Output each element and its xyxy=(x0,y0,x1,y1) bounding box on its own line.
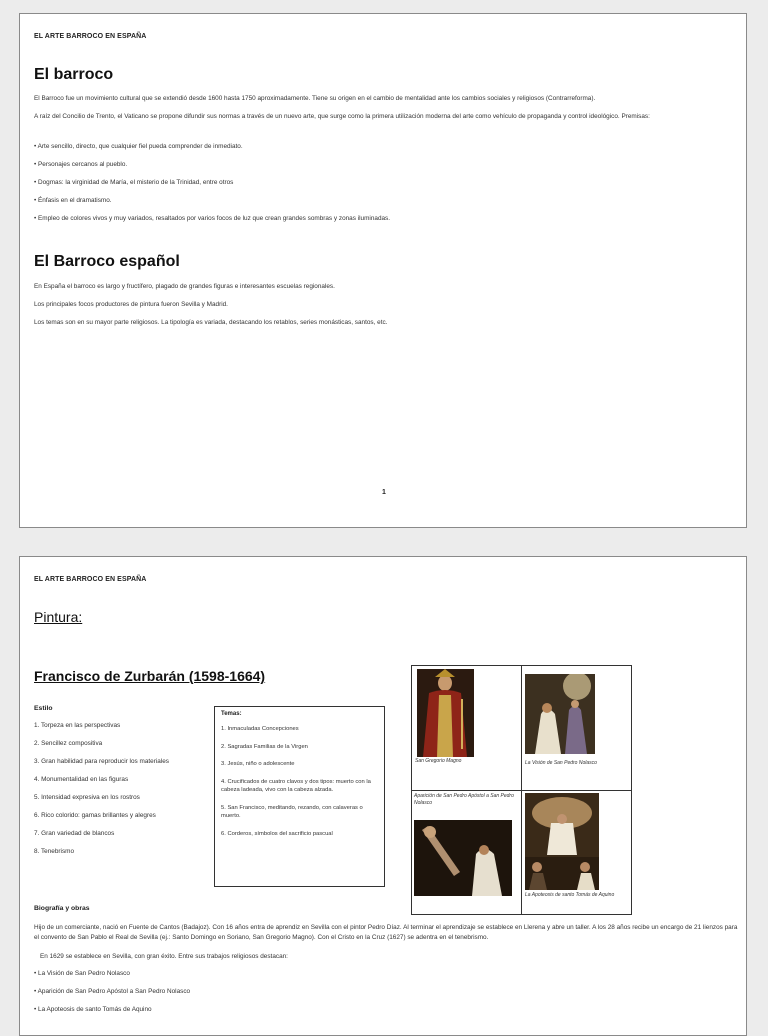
gallery-cell xyxy=(521,665,632,791)
gallery-cell xyxy=(411,665,522,791)
biografia-heading: Biografía y obras xyxy=(34,905,90,912)
list-item: 4. Crucificados de cuatro clavos y dos tipos: muerto con la cabeza ladeada, vivo con la cabeza alzada. xyxy=(221,778,371,793)
intro-paragraph: El Barroco fue un movimiento cultural que se extendió desde 1600 hasta 1750 aproximadamente. Tiene su origen en el cambio de mentalidad ante los cambios sociales y religiosos (Contrarreforma). xyxy=(34,95,596,102)
list-item: 7. Gran variedad de blancos xyxy=(34,830,115,837)
list-item: 5. San Francisco, meditando, rezando, con calaveras o muerto. xyxy=(221,804,363,819)
list-item: • La Visión de San Pedro Nolasco xyxy=(34,970,130,977)
painting-san-gregorio xyxy=(417,669,474,757)
caption: La Visión de San Pedro Nolasco xyxy=(525,760,597,766)
premisa-item: • Personajes cercanos al pueblo. xyxy=(34,161,128,168)
list-item: 3. Jesús, niño o adolescente xyxy=(221,761,295,767)
premisa-item: • Arte sencillo, directo, que cualquier fiel pueda comprender de inmediato. xyxy=(34,143,243,150)
page-1 xyxy=(19,13,747,528)
list-item: • La Apoteosis de santo Tomás de Aquino xyxy=(34,1006,152,1013)
caption: Aparición de San Pedro Apóstol a San Pedro Nolasco xyxy=(414,793,514,806)
list-item: 6. Rico colorido: gamas brillantes y alegres xyxy=(34,812,156,819)
list-item: • Aparición de San Pedro Apóstol a San Pedro Nolasco xyxy=(34,988,191,995)
espana-paragraph: Los principales focos productores de pintura fueron Sevilla y Madrid. xyxy=(34,301,228,308)
painting-gallery xyxy=(411,665,632,915)
page-2 xyxy=(19,556,747,1036)
temas-heading: Temas: xyxy=(221,711,242,717)
list-item: 3. Gran habilidad para reproducir los materiales xyxy=(34,758,169,765)
painting-apoteosis-santo-tomas xyxy=(525,793,599,890)
espana-paragraph: Los temas son en su mayor parte religiosos. La tipología es variada, destacando los retablos, series monásticas, santos, etc. xyxy=(34,319,388,326)
works-list xyxy=(34,970,190,1024)
section-title-pintura: Pintura: xyxy=(34,609,83,625)
list-item: 1. Inmaculadas Concepciones xyxy=(221,726,299,732)
list-item: 6. Corderos, símbolos del sacrificio pascual xyxy=(221,830,333,837)
list-item: 2. Sencillez compositiva xyxy=(34,740,103,747)
artist-title: Francisco de Zurbarán (1598-1664) xyxy=(34,668,266,684)
painting-aparicion-san-pedro xyxy=(414,820,512,896)
temas-list xyxy=(221,725,378,838)
section-title-barroco: El barroco xyxy=(34,66,114,83)
temas-box xyxy=(214,706,385,887)
espana-paragraph: En España el barroco es largo y fructífero, plagado de grandes figuras e interesantes escuelas regionales. xyxy=(34,283,335,290)
list-item: 8. Tenebrismo xyxy=(34,848,75,855)
painting-vision-nolasco xyxy=(525,674,595,754)
biografia-paragraph-2: En 1629 se establece en Sevilla, con gran éxito. Entre sus trabajos religiosos destacan: xyxy=(40,953,288,960)
section-title-barroco-espanol: El Barroco español xyxy=(34,253,180,270)
estilo-list xyxy=(34,721,169,865)
list-item: 5. Intensidad expresiva en los rostros xyxy=(34,794,140,801)
caption: San Gregorio Magno xyxy=(415,758,462,764)
biografia-paragraph: Hijo de un comerciante, nació en Fuente de Cantos (Badajoz). Con 16 años entra de aprendiz en Sevilla con el pintor Pedro Díaz. Al terminar el aprendizaje se establece en Llerena y abre un taller. A los 28 años recibe un encargo de 21 lienzos para el convento de San Pablo el Real de Sevilla (ej.: Santo Domingo en Soriano, San Gregorio Magno). Con el Cristo en la Cruz (1627) se adentra en el tenebrismo. xyxy=(34,924,738,941)
premisa-item: • Énfasis en el dramatismo. xyxy=(34,197,112,204)
estilo-heading: Estilo xyxy=(34,705,53,712)
running-header: EL ARTE BARROCO EN ESPAÑA xyxy=(34,33,147,40)
list-item: 1. Torpeza en las perspectivas xyxy=(34,722,121,729)
caption: La Apoteosis de santo Tomás de Aquino xyxy=(525,892,615,898)
running-header: EL ARTE BARROCO EN ESPAÑA xyxy=(34,576,147,583)
trento-paragraph: A raíz del Concilio de Trento, el Vaticano se propone difundir sus normas a través de un nuevo arte, que surge como la primera utilización moderna del arte como vehículo de propaganda y control ideológico. Premisas: xyxy=(34,113,650,120)
premisa-item: • Dogmas: la virginidad de María, el misterio de la Trinidad, entre otros xyxy=(34,179,234,186)
gallery-cell xyxy=(411,790,522,915)
list-item: 4. Monumentalidad en las figuras xyxy=(34,776,129,783)
page-number: 1 xyxy=(382,489,386,496)
list-item: 2. Sagradas Familias de la Virgen xyxy=(221,743,308,750)
premisa-item: • Empleo de colores vivos y muy variados, resaltados por varios focos de luz que crean grandes sombras y zonas iluminadas. xyxy=(34,215,391,222)
gallery-cell xyxy=(521,790,632,915)
